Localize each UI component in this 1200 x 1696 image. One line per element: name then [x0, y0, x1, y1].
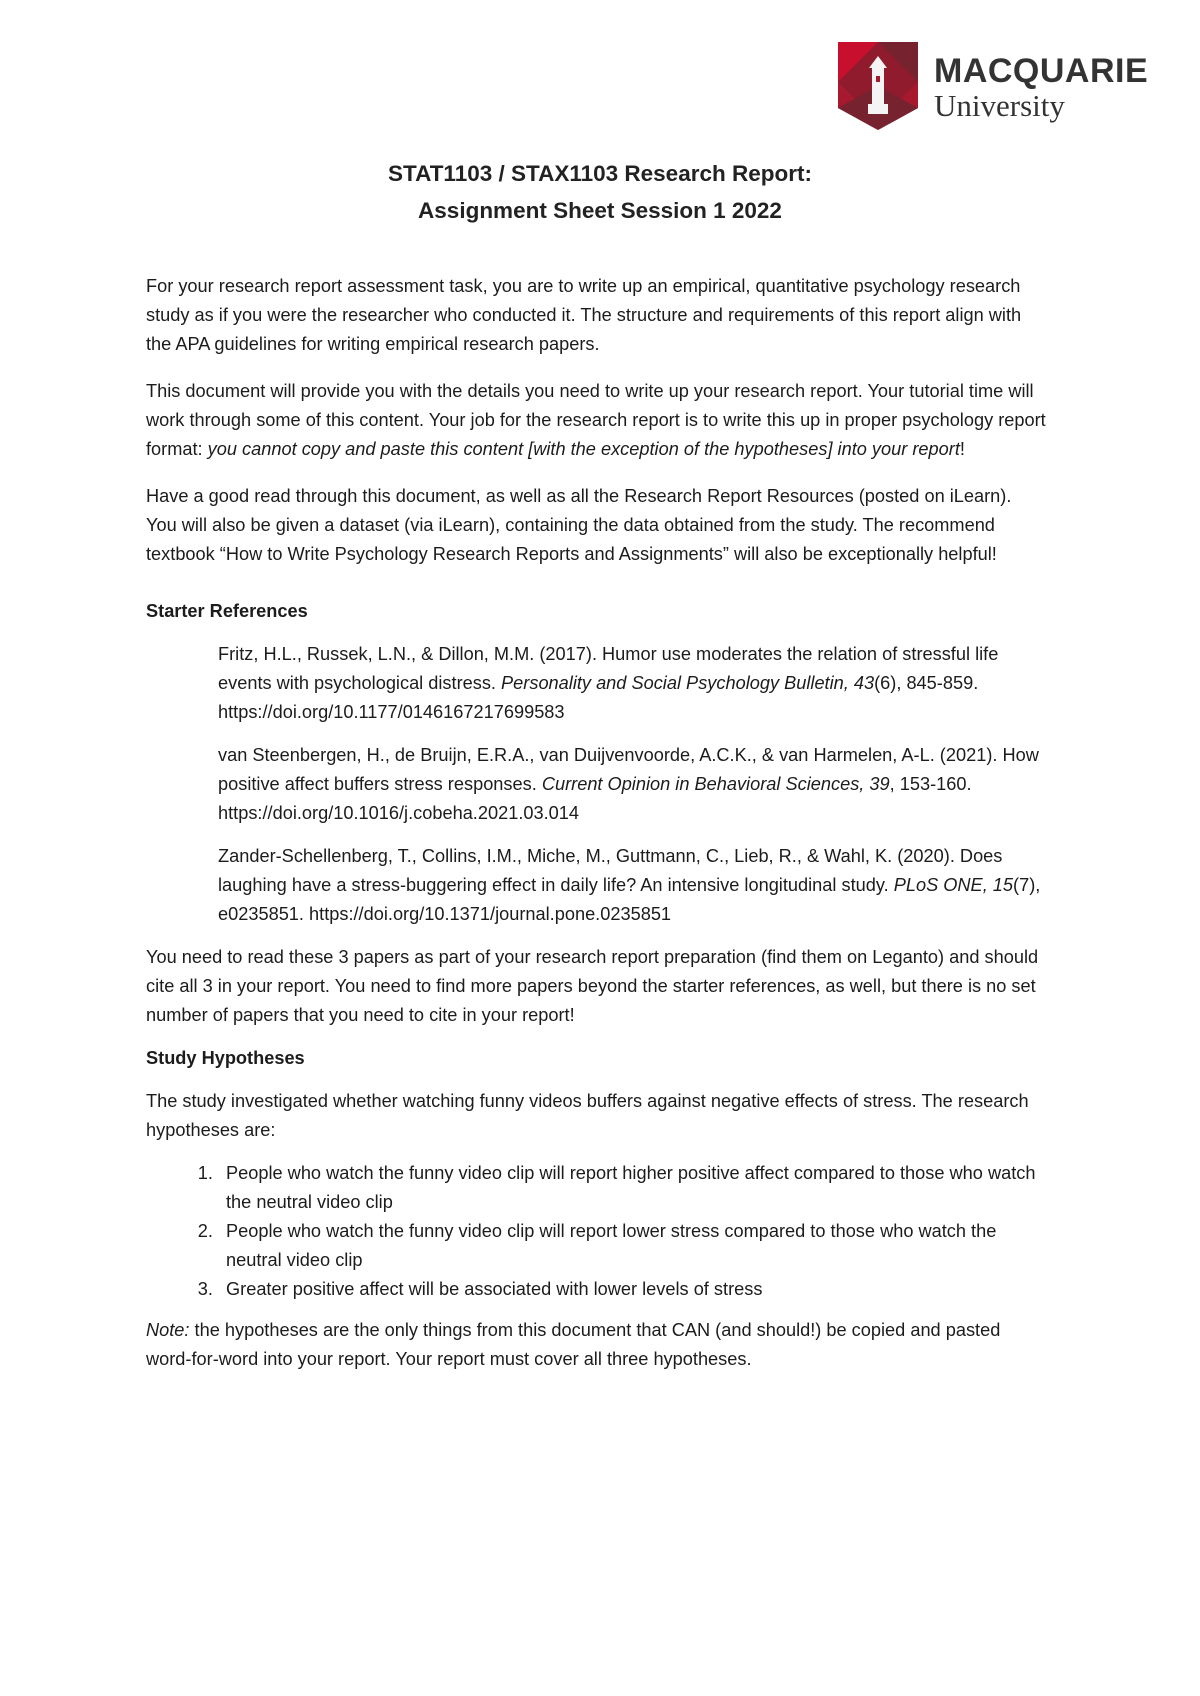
note-label: Note:	[146, 1320, 190, 1340]
reference-details: (7), e0235851. https://doi.org/10.1371/journal.pone.0235851	[218, 875, 1041, 924]
hypothesis-item: 2. People who watch the funny video clip will report lower stress compared to those who watch the neutral video clip	[218, 1217, 1046, 1275]
hypothesis-item: 1. People who watch the funny video clip will report higher positive affect compared to those who watch the neutral video clip	[218, 1159, 1046, 1217]
study-hypotheses-heading: Study Hypotheses	[146, 1048, 305, 1068]
hypotheses-list	[146, 1159, 1046, 1304]
intro-paragraph-2	[146, 377, 1046, 464]
references-instructions: You need to read these 3 papers as part of your research report preparation (find them on Leganto) and should cite all 3 in your report. You need to find more papers beyond the starter references, as well, but there is no set number of papers that you need to cite in your report!	[146, 947, 1039, 1025]
intro-paragraph-3: Have a good read through this document, as well as all the Research Report Resources (posted on iLearn). You will also be given a dataset (via iLearn), containing the data obtained from the study. The recommend textbook “How to Write Psychology Research Reports and Assignments” will also be exceptionally helpful!	[146, 486, 1012, 564]
reference-journal: Personality and Social Psychology Bulletin, 43	[501, 673, 875, 693]
intro-p2-end: !	[959, 439, 965, 459]
macquarie-shield-icon	[838, 42, 918, 130]
logo-subtitle: University	[934, 88, 1065, 123]
title-line-2: Assignment Sheet Session 1 2022	[418, 198, 782, 223]
hypotheses-intro: The study investigated whether watching funny videos buffers against negative effects of stress. The research hypotheses are:	[146, 1091, 1029, 1140]
starter-references-heading: Starter References	[146, 601, 308, 621]
title-line-1: STAT1103 / STAX1103 Research Report:	[388, 161, 812, 186]
reference-item	[218, 842, 1046, 929]
reference-text: van Steenbergen, H., de Bruijn, E.R.A., van Duijvenvoorde, A.C.K., & van Harmelen, A-L. (2021). How positive affect buffers stress responses.	[218, 745, 1039, 794]
logo-name: MACQUARIE	[934, 52, 1149, 90]
reference-journal: Current Opinion in Behavioral Sciences, 39	[541, 774, 890, 794]
reference-details: (6), 845-859. https://doi.org/10.1177/0146167217699583	[218, 673, 979, 722]
document-body	[146, 272, 1046, 1374]
document-title	[0, 155, 1200, 229]
reference-journal: PLoS ONE, 15	[893, 875, 1014, 895]
reference-text: Fritz, H.L., Russek, L.N., & Dillon, M.M. (2017). Humor use moderates the relation of stressful life events with psychological distress.	[218, 644, 999, 693]
hypothesis-item: 3. Greater positive affect will be associated with lower levels of stress	[218, 1275, 1046, 1304]
note-text: the hypotheses are the only things from this document that CAN (and should!) be copied and pasted word-for-word into your report. Your report must cover all three hypotheses.	[146, 1320, 1001, 1369]
reference-item	[218, 640, 1046, 727]
reference-item	[218, 741, 1046, 828]
intro-paragraph-1: For your research report assessment task, you are to write up an empirical, quantitative psychology research study as if you were the researcher who conducted it. The structure and requirements of this report align with the APA guidelines for writing empirical research papers.	[146, 276, 1022, 354]
hypotheses-note	[146, 1316, 1046, 1374]
macquarie-logo	[838, 42, 1149, 132]
reference-text: Zander-Schellenberg, T., Collins, I.M., Miche, M., Guttmann, C., Lieb, R., & Wahl, K. (2020). Does laughing have a stress-buggering effect in daily life? An intensive longitudinal study.	[218, 846, 1003, 895]
intro-p2-emphasis: you cannot copy and paste this content [with the exception of the hypotheses] into your report	[207, 439, 960, 459]
reference-details: , 153-160. https://doi.org/10.1016/j.cobeha.2021.03.014	[218, 774, 972, 823]
intro-p2-text: This document will provide you with the details you need to write up your research report. Your tutorial time will work through some of this content. Your job for the research report is to write this up in proper psychology report format:	[146, 381, 1046, 459]
